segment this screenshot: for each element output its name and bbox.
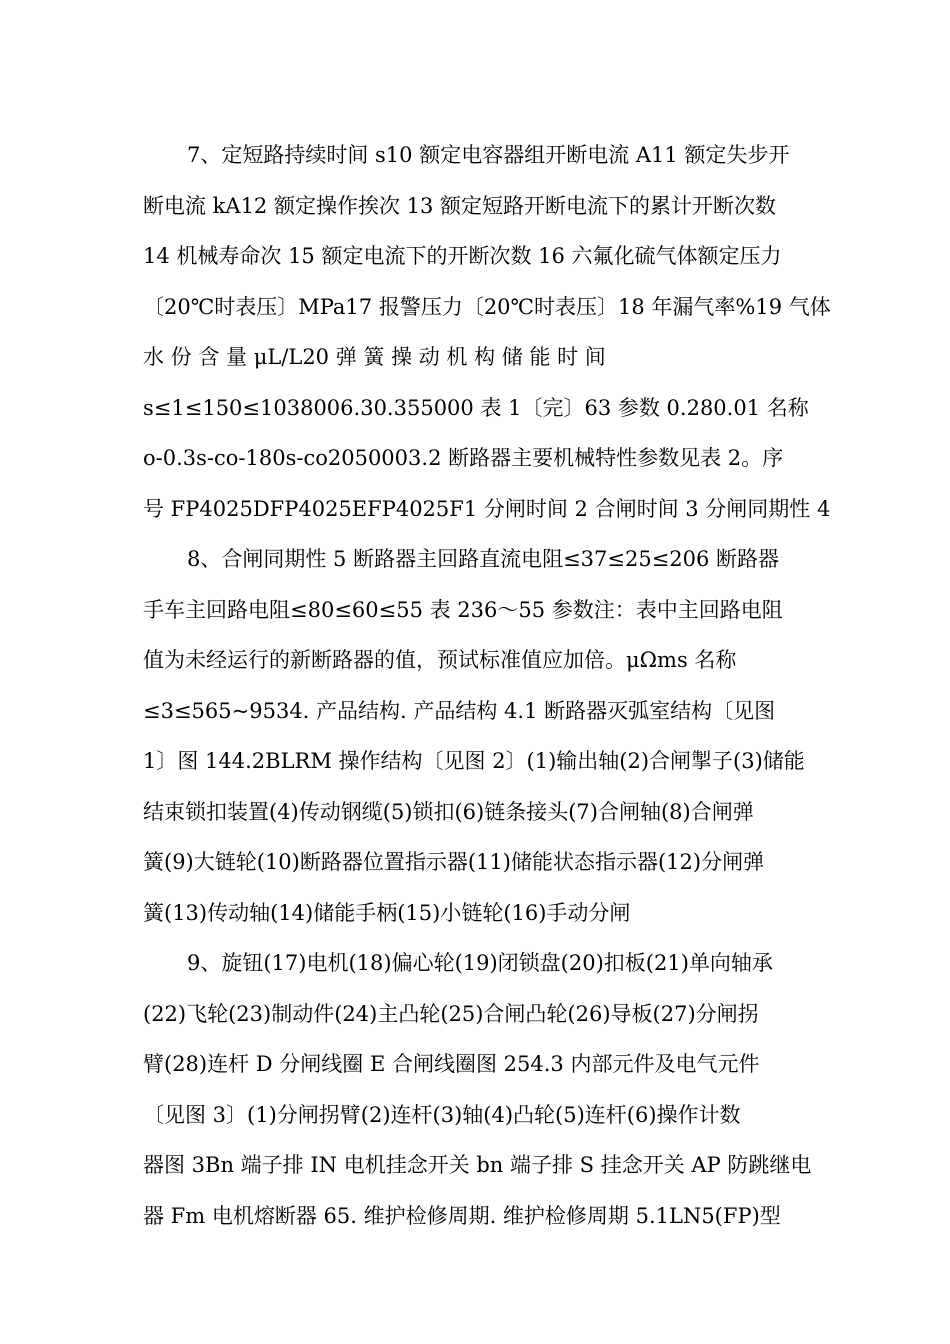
text-line: 〔20℃时表压〕MPa17 报警压力〔20℃时表压〕18 年漏气率%19 气体: [143, 294, 831, 319]
paragraph: [143, 534, 807, 938]
text-line: 8、合闸同期性 5 断路器主回路直流电阻≤37≤25≤206 断路器: [187, 547, 780, 571]
text-line: 水 份 含 量 μL/L20 弹 簧 操 动 机 构 储 能 时 间: [143, 345, 606, 369]
text-line: ≤3≤565~9534. 产品结构. 产品结构 4.1 断路器灭弧室结构〔见图: [143, 698, 776, 723]
text-line: 结束锁扣装置(4)传动钢缆(5)锁扣(6)链条接头(7)合闸轴(8)合闸弹: [143, 799, 754, 824]
text-line: o-0.3s-co-180s-co2050003.2 断路器主要机械特性参数见表 2。序: [143, 446, 784, 470]
text-line: 器 Fm 电机熔断器 65. 维护检修周期. 维护检修周期 5.1LN5(FP)型: [143, 1203, 781, 1228]
text-line: 簧(13)传动轴(14)储能手柄(15)小链轮(16)手动分闸: [143, 900, 631, 925]
text-line: 断电流 kA12 额定操作挨次 13 额定短路开断电流下的累计开断次数: [143, 193, 777, 218]
paragraph: [143, 130, 831, 534]
text-line: 值为未经运行的新断路器的值，预试标准值应加倍。μΩms 名称: [143, 648, 737, 672]
text-line: 器图 3Bn 端子排 IN 电机挂念开关 bn 端子排 S 挂念开关 AP 防跳继电: [143, 1153, 812, 1177]
text-line: 9、旋钮(17)电机(18)偏心轮(19)闭锁盘(20)扣板(21)单向轴承: [187, 951, 773, 975]
document-body: [143, 130, 831, 1241]
paragraph: [143, 938, 812, 1241]
text-line: 14 机械寿命次 15 额定电流下的开断次数 16 六氟化硫气体额定压力: [143, 244, 782, 268]
text-line: 1〕图 144.2BLRM 操作结构〔见图 2〕(1)输出轴(2)合闸掣子(3)储能: [143, 749, 805, 773]
text-line: 手车主回路电阻≤80≤60≤55 表 236～55 参数注：表中主回路电阻: [143, 597, 783, 622]
text-line: (22)飞轮(23)制动件(24)主凸轮(25)合闸凸轮(26)导板(27)分闸拐: [143, 1001, 759, 1026]
text-line: 号 FP4025DFP4025EFP4025F1 分闸时间 2 合闸时间 3 分闸同期性 4: [143, 496, 831, 521]
text-line: 〔见图 3〕(1)分闸拐臂(2)连杆(3)轴(4)凸轮(5)连杆(6)操作计数: [143, 1102, 741, 1127]
text-line: s≤1≤150≤1038006.30.355000 表 1〔完〕63 参数 0.280.01 名称: [143, 395, 809, 420]
text-line: 臂(28)连杆 D 分闸线圈 E 合闸线圈图 254.3 内部元件及电气元件: [143, 1052, 760, 1076]
text-line: 7、定短路持续时间 s10 额定电容器组开断电流 A11 额定失步开: [187, 143, 790, 167]
text-line: 簧(9)大链轮(10)断路器位置指示器(11)储能状态指示器(12)分闸弹: [143, 850, 765, 874]
